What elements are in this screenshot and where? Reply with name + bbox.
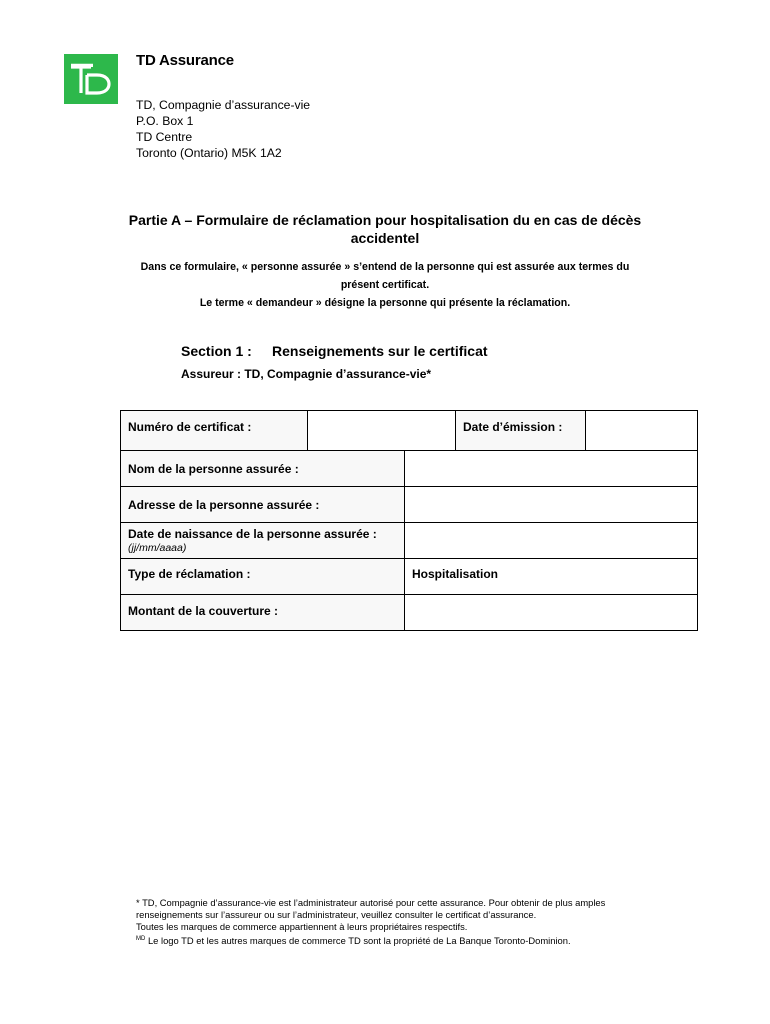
claim-type-value: Hospitalisation [412,567,499,581]
insured-name-label: Nom de la personne assurée : [128,462,299,476]
table-row [121,523,697,559]
form-definitions [60,258,710,312]
form-title [60,211,710,247]
table-row [121,595,697,630]
definition-line: Le terme « demandeur » désigne la personne qui présente la réclamation. [199,297,571,309]
certificate-info-table [120,410,698,631]
table-row [121,559,697,595]
footnote-line: * TD, Compagnie d’assurance-vie est l’administrateur autorisé pour cette assurance. Pour obtenir de plus amples [136,897,606,908]
footnote [136,897,696,947]
td-logo [64,54,118,104]
address-line: TD Centre [136,130,193,144]
certificate-number-field[interactable] [307,411,455,450]
coverage-amount-label: Montant de la couverture : [128,604,279,618]
company-address [136,97,310,161]
issue-date-label: Date d’émission : [463,420,563,434]
address-line: TD, Compagnie d’assurance-vie [136,98,311,112]
insurer-label: Assureur : TD, Compagnie d’assurance-vie* [181,367,432,381]
footnote-line [136,933,696,947]
issue-date-label-cell [455,411,585,450]
address-line: Toronto (Ontario) M5K 1A2 [136,146,282,160]
form-title-line: accidentel [350,230,420,246]
issue-date-field[interactable] [585,411,697,450]
td-logo-icon [69,61,113,97]
certificate-number-label: Numéro de certificat : [128,420,252,434]
coverage-amount-field[interactable] [404,595,697,630]
birth-date-label: Date de naissance de la personne assurée : [128,527,377,541]
table-row [121,487,697,523]
insured-address-label: Adresse de la personne assurée : [128,498,320,512]
section-number: Section 1 : [181,343,252,359]
claim-type-field[interactable] [404,559,697,594]
brand-name: TD Assurance [136,52,234,69]
table-row [121,411,697,451]
definition-line: Dans ce formulaire, « personne assurée » s’entend de la personne qui est assurée aux termes du [140,261,630,273]
footnote-line: Toutes les marques de commerce appartiennent à leurs propriétaires respectifs. [136,921,468,932]
section-title: Renseignements sur le certificat [272,343,488,359]
trademark-text: Le logo TD et les autres marques de commerce TD sont la propriété de La Banque Toronto-Dominion. [145,935,571,946]
table-row [121,451,697,487]
birth-date-format-hint: (jj/mm/aaaa) [128,542,187,554]
insured-name-field[interactable] [404,451,697,486]
form-title-line: Partie A – Formulaire de réclamation pour hospitalisation du en cas de décès [128,212,642,228]
footnote-line: renseignements sur l’assureur ou sur l’administrateur, veuillez consulter le certificat d’assurance. [136,909,537,920]
claim-type-label: Type de réclamation : [128,567,251,581]
birth-date-field[interactable] [404,523,697,558]
insured-address-field[interactable] [404,487,697,522]
trademark-mark: MD [136,936,146,942]
address-line: P.O. Box 1 [136,114,194,128]
definition-line: présent certificat. [340,279,430,291]
